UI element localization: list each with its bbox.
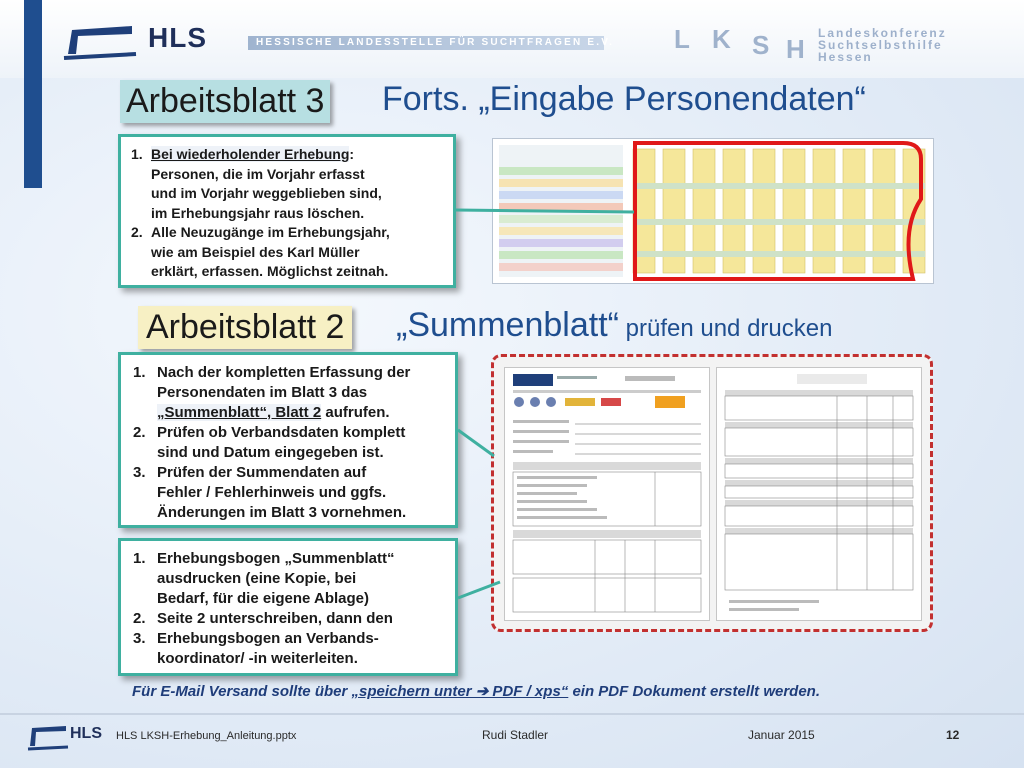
- list-item: [129, 363, 447, 423]
- hls-logo-text: HLS: [148, 22, 207, 53]
- form-page-2-preview: [717, 368, 921, 620]
- lksh-name: [818, 27, 947, 63]
- slide-header: [0, 0, 1024, 78]
- list-number: 3.: [133, 464, 146, 481]
- list-text: Personendaten im Blatt 3 das: [157, 384, 368, 401]
- arbeitsblatt-3-label-box: [120, 80, 330, 123]
- section-bottom-title-main: „Summenblatt“: [396, 306, 619, 344]
- section-bottom-title-small: prüfen und drucken: [618, 315, 833, 342]
- callout-print-form: [118, 538, 458, 676]
- form-page-2-thumbnail: [716, 367, 922, 621]
- list-item: [129, 223, 445, 282]
- footer-divider: [0, 713, 1024, 715]
- list-number: 1.: [133, 550, 146, 567]
- list-text: koordinator/ -in weiterleiten.: [157, 650, 358, 667]
- note-emphasis: „speichern unter ➔ PDF / xps“: [351, 683, 569, 700]
- arbeitsblatt-3-label: Arbeitsblatt 3: [126, 82, 325, 120]
- list-text: Seite 2 unterschreiben, dann den: [157, 610, 393, 627]
- list-text: Prüfen ob Verbandsdaten komplett: [157, 424, 406, 441]
- list-number: 2.: [133, 610, 146, 627]
- callout-check-summary: [118, 352, 458, 528]
- lksh-line: Hessen: [818, 50, 873, 64]
- list-text: Erhebungsbogen „Summenblatt“: [157, 550, 395, 567]
- lksh-letter: H: [786, 34, 805, 64]
- note-text: Für E-Mail Versand sollte über: [132, 683, 352, 700]
- list-item: [129, 609, 447, 629]
- list-number: 3.: [133, 630, 146, 647]
- list-text: im Erhebungsjahr raus löschen.: [151, 204, 365, 221]
- list-text: sind und Datum eingegeben ist.: [157, 444, 384, 461]
- list-item: [129, 629, 447, 669]
- lksh-logo: [674, 24, 808, 64]
- list-item: [129, 549, 447, 609]
- list-text: wie am Beispiel des Karl Müller: [151, 243, 360, 260]
- list-item: [129, 463, 447, 523]
- list-text: Nach der kompletten Erfassung der: [157, 364, 411, 381]
- list-number: 1.: [131, 146, 143, 162]
- footer-date: Januar 2015: [748, 728, 815, 742]
- list-text: aufrufen.: [321, 404, 390, 421]
- summary-sheet-screenshot-frame: [491, 354, 933, 632]
- list-text: Personen, die im Vorjahr erfasst: [151, 165, 365, 182]
- note-text: ein PDF Dokument erstellt werden.: [568, 683, 821, 700]
- lksh-line: Suchtselbsthilfe: [818, 38, 943, 52]
- section-top-title: Forts. „Eingabe Personendaten“: [382, 80, 866, 118]
- form-page-1-preview: [505, 368, 709, 620]
- list-text: und im Vorjahr weggeblieben sind,: [151, 185, 382, 201]
- list-item: [129, 423, 447, 463]
- section-bottom-title: [396, 306, 832, 345]
- footer-filename: HLS LKSH-Erhebung_Anleitung.pptx: [116, 730, 297, 742]
- arbeitsblatt-2-label: Arbeitsblatt 2: [146, 308, 345, 346]
- spreadsheet-screenshot-arbeitsblatt-3: [492, 138, 934, 284]
- list-text: Änderungen im Blatt 3 vornehmen.: [157, 504, 407, 521]
- emphasis-text: Bei wiederholender Erhebung: [151, 146, 350, 162]
- list-item: [129, 145, 445, 223]
- lksh-line: Landeskonferenz: [818, 26, 947, 40]
- email-pdf-note: [132, 682, 820, 700]
- list-text: Fehler / Fehlerhinweis und ggfs.: [157, 484, 387, 501]
- lksh-letter: K: [712, 24, 731, 54]
- spreadsheet-preview: [493, 139, 933, 283]
- list-text: Bedarf, für die eigene Ablage): [157, 590, 369, 607]
- callout-repeat-survey: [118, 134, 456, 288]
- list-text: erklärt, erfassen. Möglichst zeitnah.: [151, 263, 389, 279]
- left-accent-bar: [24, 0, 42, 188]
- list-number: 2.: [131, 224, 143, 240]
- lksh-letter: L: [674, 24, 690, 54]
- list-text: Prüfen der Summendaten auf: [157, 464, 367, 481]
- list-number: 2.: [133, 424, 146, 441]
- arbeitsblatt-2-label-box: [138, 306, 352, 349]
- list-number: 1.: [133, 364, 146, 381]
- hls-logo-icon: [62, 20, 140, 62]
- list-text: Alle Neuzugänge im Erhebungsjahr,: [151, 224, 390, 240]
- list-text: ausdrucken (eine Kopie, bei: [157, 570, 357, 587]
- list-text: :: [349, 146, 355, 162]
- page-number: 12: [946, 728, 960, 742]
- lksh-letter: S: [752, 30, 770, 60]
- footer-logo-text: HLS: [70, 725, 102, 742]
- form-page-1-thumbnail: [504, 367, 710, 621]
- logo-subtitle: HESSISCHE LANDESSTELLE FÜR SUCHTFRAGEN E.V.: [256, 37, 615, 48]
- hls-footer-logo-icon: [26, 722, 70, 752]
- footer-author: Rudi Stadler: [482, 728, 549, 742]
- emphasis-text: „Summenblatt“, Blatt 2: [157, 404, 322, 421]
- list-text: Erhebungsbogen an Verbands-: [157, 630, 379, 647]
